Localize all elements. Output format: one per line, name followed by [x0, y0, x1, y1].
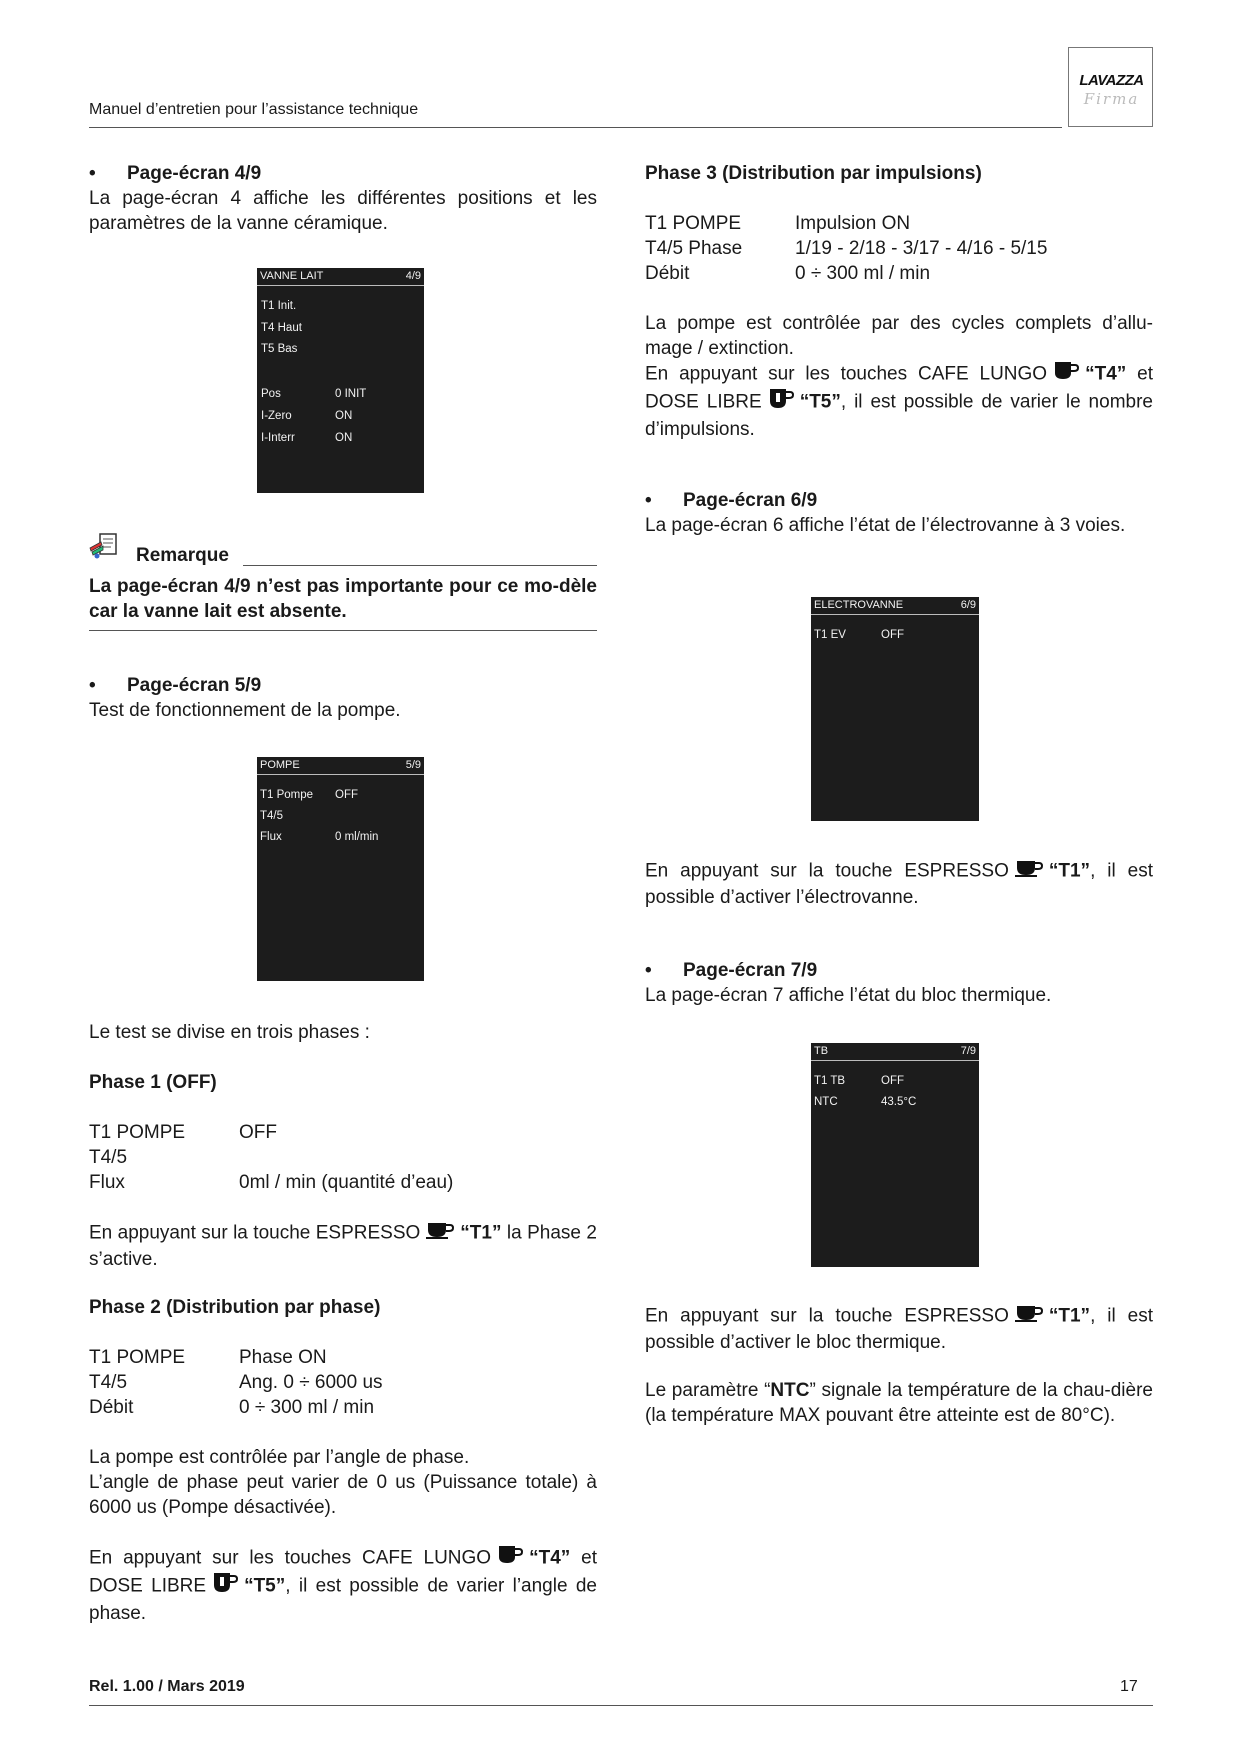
param-value: 0 ÷ 300 ml / min: [239, 1397, 375, 1418]
screen-param-value: 43.5°C: [881, 1096, 917, 1108]
screen-electrovanne: [811, 597, 979, 821]
instruction-text: En appuyant sur la touche ESPRESSO: [89, 1222, 421, 1244]
document-header-title: Manuel d’entretien pour l’assistance technique: [89, 101, 419, 118]
screen-param-value: OFF: [881, 1075, 904, 1087]
param-value: 1/19 - 2/18 - 3/17 - 4/16 - 5/15: [795, 238, 1048, 259]
screen-param-key: T4/5: [260, 810, 284, 822]
screen-title-bar: [811, 1043, 979, 1061]
ntc-text: Le paramètre “: [645, 1380, 771, 1401]
param-value: Impulsion ON: [795, 213, 911, 234]
bullet: •: [645, 490, 652, 511]
section-4-heading: [89, 161, 597, 186]
screen-param-key: T1 Pompe: [260, 789, 314, 801]
instruction-text: , il est possible d’activer le bloc thermique.: [645, 1305, 1153, 1353]
screen-title: ELECTROVANNE: [814, 599, 904, 611]
section-6-text: La page-écran 6 affiche l’état de l’électrovanne à 3 voies.: [645, 515, 1126, 536]
section-5-heading: [89, 673, 597, 698]
screen-param-key: T1 TB: [814, 1075, 846, 1087]
key-t4: “T4”: [529, 1547, 571, 1569]
key-t5: “T5”: [244, 1575, 286, 1597]
screen-param-key: Pos: [261, 388, 281, 400]
section-7-instruction: [645, 1303, 1153, 1355]
screen-pompe: [257, 757, 424, 981]
phases-intro: Le test se divise en trois phases :: [89, 1022, 370, 1043]
dose-libre-cup-icon: [212, 1572, 238, 1601]
param-key: T4/5: [89, 1372, 128, 1393]
screen-param-value: ON: [335, 410, 353, 422]
bullet: •: [89, 163, 96, 184]
ntc-text: ” signale la température de la chau-dière (la température MAX pouvant être atteinte est de 80°C).: [645, 1380, 1153, 1426]
param-key: T1 POMPE: [645, 213, 742, 234]
param-value: OFF: [239, 1122, 277, 1143]
param-row: [89, 1395, 597, 1420]
instruction-text: et DOSE LIBRE: [89, 1547, 598, 1597]
param-key: T1 POMPE: [89, 1347, 186, 1368]
note-icon: [89, 532, 121, 560]
section-7-title: Page-écran 7/9: [683, 960, 818, 981]
espresso-cup-icon: [1015, 1303, 1043, 1330]
instruction-text: En appuyant sur la touche ESPRESSO: [645, 860, 1009, 882]
note-bottom-rule: [89, 630, 597, 631]
note-rule: [243, 565, 597, 566]
instruction-text: et DOSE LIBRE: [645, 363, 1154, 413]
dose-libre-cup-icon: [768, 388, 794, 417]
section-4-title: Page-écran 4/9: [127, 163, 262, 184]
instruction-text: En appuyant sur les touches CAFE LUNGO: [89, 1547, 492, 1569]
phase-1-title: Phase 1 (OFF): [89, 1072, 217, 1093]
param-key: Flux: [89, 1172, 125, 1193]
param-row: [645, 261, 1153, 286]
screen-title-bar: [811, 597, 979, 615]
screen-line: T1 Init.: [261, 300, 297, 312]
key-t5: “T5”: [799, 391, 841, 413]
param-key: Débit: [89, 1397, 134, 1418]
phase-1-instruction: [89, 1220, 597, 1272]
screen-title-bar: [257, 757, 424, 775]
phase-2-title: Phase 2 (Distribution par phase): [89, 1297, 381, 1318]
section-6-heading: [645, 488, 1153, 513]
screen-line: T5 Bas: [261, 343, 298, 355]
phase-1-params: [89, 1120, 597, 1195]
phase-3-title: Phase 3 (Distribution par impulsions): [645, 163, 982, 184]
section-7-heading: [645, 958, 1153, 983]
screen-number: 6/9: [960, 599, 976, 611]
section-4-text: La page-écran 4 affiche les différentes positions et les paramètres de la vanne céramique.: [89, 188, 597, 234]
param-key: T4/5: [89, 1147, 128, 1168]
instruction-text: , il est possible de varier le nombre d’impulsions.: [645, 391, 1153, 440]
phase-3-instruction: [645, 361, 1153, 442]
phase-2-instruction: [89, 1545, 597, 1626]
screen-param-key: T1 EV: [814, 629, 846, 641]
screen-tb: [811, 1043, 979, 1267]
phase-3-text-1: La pompe est contrôlée par des cycles complets d’allu-mage / extinction.: [645, 313, 1153, 359]
param-value: Phase ON: [239, 1347, 327, 1368]
header-rule: [89, 127, 1062, 128]
screen-title-bar: [257, 268, 424, 286]
param-row: [89, 1370, 597, 1395]
screen-param-value: 0 INIT: [335, 388, 367, 400]
bullet: •: [89, 675, 96, 696]
espresso-cup-icon: [1015, 858, 1043, 885]
section-6-title: Page-écran 6/9: [683, 490, 818, 511]
section-5-title: Page-écran 5/9: [127, 675, 262, 696]
instruction-text: la Phase 2 s’active.: [89, 1222, 597, 1270]
phase-2-text-1: La pompe est contrôlée par l’angle de phase.: [89, 1447, 470, 1468]
param-value: 0ml / min (quantité d’eau): [239, 1172, 454, 1193]
footer-release: Rel. 1.00 / Mars 2019: [89, 1678, 245, 1695]
param-row: [89, 1120, 597, 1145]
logo-subtitle: Firma: [1083, 90, 1140, 108]
screen-param-value: ON: [335, 432, 353, 444]
page-number: 17: [1120, 1678, 1138, 1695]
section-5-text: Test de fonctionnement de la pompe.: [89, 700, 401, 721]
instruction-text: En appuyant sur les touches CAFE LUNGO: [645, 363, 1048, 385]
param-key: T1 POMPE: [89, 1122, 186, 1143]
footer-rule: [89, 1705, 1153, 1706]
screen-line: T4 Haut: [261, 322, 302, 334]
instruction-text: En appuyant sur la touche ESPRESSO: [645, 1305, 1009, 1327]
key-t4: “T4”: [1085, 363, 1127, 385]
note-text: La page-écran 4/9 n’est pas importante pour ce mo-dèle car la vanne lait est absente.: [89, 576, 597, 622]
screen-param-key: NTC: [814, 1096, 838, 1108]
screen-param-key: Flux: [260, 831, 282, 843]
lungo-cup-icon: [1053, 361, 1079, 388]
param-key: T4/5 Phase: [645, 238, 743, 259]
param-row: [89, 1170, 597, 1195]
ntc-label: NTC: [770, 1380, 810, 1401]
screen-param-key: I-Interr: [261, 432, 295, 444]
key-t1: “T1”: [460, 1222, 502, 1244]
param-row: [645, 211, 1153, 236]
phase-2-text-2: L’angle de phase peut varier de 0 us (Puissance totale) à 6000 us (Pompe désactivée).: [89, 1472, 597, 1518]
screen-number: 5/9: [405, 759, 421, 771]
phase-2-params: [89, 1345, 597, 1420]
param-value: 0 ÷ 300 ml / min: [795, 263, 931, 284]
screen-param-value: OFF: [881, 629, 904, 641]
espresso-cup-icon: [426, 1220, 454, 1247]
param-row: [89, 1145, 597, 1170]
param-row: [89, 1345, 597, 1370]
screen-vanne-lait: [257, 268, 424, 493]
screen-param-value: OFF: [335, 789, 358, 801]
param-value: Ang. 0 ÷ 6000 us: [239, 1372, 383, 1393]
lungo-cup-icon: [497, 1545, 523, 1572]
brand-logo: [1068, 47, 1153, 127]
screen-number: 7/9: [960, 1045, 976, 1057]
section-6-instruction: [645, 858, 1153, 910]
logo-wordmark: LAVAZZA: [1079, 72, 1144, 89]
section-7-text: La page-écran 7 affiche l’état du bloc thermique.: [645, 985, 1052, 1006]
screen-title: POMPE: [260, 759, 300, 771]
screen-param-key: I-Zero: [261, 410, 292, 422]
note-title: Remarque: [136, 545, 229, 566]
screen-param-value: 0 ml/min: [335, 831, 379, 843]
screen-title: TB: [814, 1045, 829, 1057]
param-key: Débit: [645, 263, 690, 284]
bullet: •: [645, 960, 652, 981]
key-t1: “T1”: [1048, 860, 1091, 882]
param-row: [645, 236, 1153, 261]
ntc-paragraph: [645, 1378, 1153, 1428]
screen-number: 4/9: [405, 270, 421, 282]
screen-title: VANNE LAIT: [260, 270, 324, 282]
instruction-text: , il est possible d’activer l’électrovanne.: [645, 860, 1153, 908]
instruction-text: , il est possible de varier l’angle de phase.: [89, 1575, 597, 1624]
phase-3-params: [645, 211, 1153, 286]
key-t1: “T1”: [1048, 1305, 1091, 1327]
